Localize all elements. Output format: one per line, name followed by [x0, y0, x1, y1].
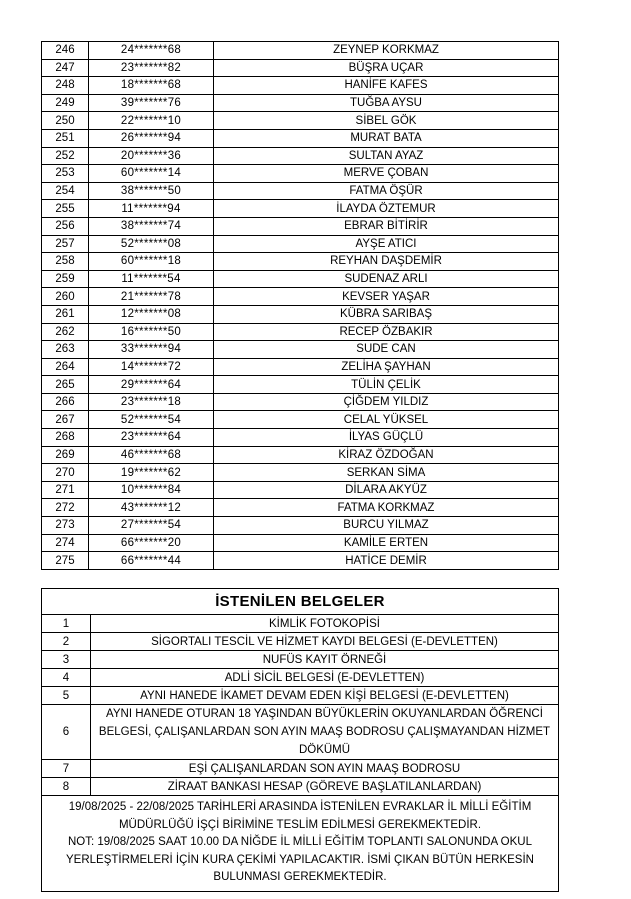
list-item — [42, 778, 559, 796]
person-name: KÜBRA SARIBAŞ — [214, 305, 559, 323]
masked-id: 52*******08 — [89, 235, 214, 253]
person-name: RECEP ÖZBAKIR — [214, 323, 559, 341]
person-name: ÇİĞDEM YILDIZ — [214, 393, 559, 411]
masked-id: 19*******62 — [89, 464, 214, 482]
document-description: ADLİ SİCİL BELGESİ (E-DEVLETTEN) — [91, 669, 559, 687]
table-row — [42, 42, 559, 60]
row-number: 254 — [42, 182, 89, 200]
person-name: SERKAN SİMA — [214, 464, 559, 482]
table-row — [42, 481, 559, 499]
person-name: KİRAZ ÖZDOĞAN — [214, 446, 559, 464]
person-name: KEVSER YAŞAR — [214, 288, 559, 306]
row-number: 259 — [42, 270, 89, 288]
row-number: 256 — [42, 217, 89, 235]
list-item — [42, 687, 559, 705]
masked-id: 12*******08 — [89, 305, 214, 323]
row-number: 263 — [42, 341, 89, 359]
documents-title: İSTENİLEN BELGELER — [42, 589, 559, 615]
row-number: 252 — [42, 147, 89, 165]
table-row — [42, 217, 559, 235]
row-number: 273 — [42, 517, 89, 535]
table-row — [42, 77, 559, 95]
table-row — [42, 411, 559, 429]
table-row — [42, 288, 559, 306]
row-number: 275 — [42, 552, 89, 570]
masked-id: 23*******64 — [89, 429, 214, 447]
table-row — [42, 182, 559, 200]
table-row — [42, 464, 559, 482]
table-row — [42, 517, 559, 535]
masked-id: 10*******84 — [89, 481, 214, 499]
masked-id: 18*******68 — [89, 77, 214, 95]
table-row — [42, 235, 559, 253]
notice-text — [42, 796, 559, 892]
row-number: 250 — [42, 112, 89, 130]
document-number: 7 — [42, 760, 91, 778]
table-row — [42, 253, 559, 271]
person-name: ZELİHA ŞAYHAN — [214, 358, 559, 376]
required-documents-table — [41, 588, 559, 892]
student-list-table — [41, 41, 559, 570]
masked-id: 20*******36 — [89, 147, 214, 165]
masked-id: 46*******68 — [89, 446, 214, 464]
document-number: 5 — [42, 687, 91, 705]
row-number: 264 — [42, 358, 89, 376]
person-name: AYŞE ATICI — [214, 235, 559, 253]
list-item — [42, 705, 559, 760]
notice-line: YERLEŞTİRMELERİ İÇİN KURA ÇEKİMİ YAPILACAKTIR. İSMİ ÇIKAN BÜTÜN HERKESİN — [66, 853, 534, 866]
row-number: 260 — [42, 288, 89, 306]
row-number: 261 — [42, 305, 89, 323]
person-name: BURCU YILMAZ — [214, 517, 559, 535]
masked-id: 43*******12 — [89, 499, 214, 517]
table-row — [42, 499, 559, 517]
person-name: MURAT BATA — [214, 129, 559, 147]
person-name: FATMA KORKMAZ — [214, 499, 559, 517]
row-number: 262 — [42, 323, 89, 341]
table-row — [42, 552, 559, 570]
document-description: NUFÜS KAYIT ÖRNEĞİ — [91, 651, 559, 669]
table-row — [42, 446, 559, 464]
person-name: HATİCE DEMİR — [214, 552, 559, 570]
table-row — [42, 358, 559, 376]
documents-title-row — [42, 589, 559, 615]
table-row — [42, 59, 559, 77]
person-name: İLYAS GÜÇLÜ — [214, 429, 559, 447]
document-number: 2 — [42, 633, 91, 651]
table-row — [42, 305, 559, 323]
table-row — [42, 165, 559, 183]
masked-id: 39*******76 — [89, 94, 214, 112]
person-name: HANİFE KAFES — [214, 77, 559, 95]
table-row — [42, 112, 559, 130]
person-name: SUDE CAN — [214, 341, 559, 359]
row-number: 266 — [42, 393, 89, 411]
table-row — [42, 376, 559, 394]
document-description: ZİRAAT BANKASI HESAP (GÖREVE BAŞLATILANLARDAN) — [91, 778, 559, 796]
person-name: CELAL YÜKSEL — [214, 411, 559, 429]
row-number: 269 — [42, 446, 89, 464]
row-number: 265 — [42, 376, 89, 394]
row-number: 268 — [42, 429, 89, 447]
person-name: REYHAN DAŞDEMİR — [214, 253, 559, 271]
person-name: SİBEL GÖK — [214, 112, 559, 130]
required-documents-body — [42, 589, 559, 892]
document-description: SİGORTALI TESCİL VE HİZMET KAYDI BELGESİ (E-DEVLETTEN) — [91, 633, 559, 651]
notice-line: 19/08/2025 - 22/08/2025 TARİHLERİ ARASINDA İSTENİLEN EVRAKLAR İL MİLLİ EĞİTİM — [68, 801, 532, 813]
row-number: 251 — [42, 129, 89, 147]
list-item — [42, 669, 559, 687]
person-name: BÜŞRA UÇAR — [214, 59, 559, 77]
row-number: 255 — [42, 200, 89, 218]
row-number: 272 — [42, 499, 89, 517]
row-number: 248 — [42, 77, 89, 95]
masked-id: 52*******54 — [89, 411, 214, 429]
masked-id: 11*******54 — [89, 270, 214, 288]
table-row — [42, 393, 559, 411]
document-number: 1 — [42, 615, 91, 633]
row-number: 270 — [42, 464, 89, 482]
person-name: FATMA ÖŞÜR — [214, 182, 559, 200]
row-number: 246 — [42, 42, 89, 60]
table-row — [42, 323, 559, 341]
row-number: 274 — [42, 534, 89, 552]
masked-id: 24*******68 — [89, 42, 214, 60]
table-row — [42, 147, 559, 165]
masked-id: 38*******74 — [89, 217, 214, 235]
masked-id: 29*******64 — [89, 376, 214, 394]
document-number: 3 — [42, 651, 91, 669]
masked-id: 27*******54 — [89, 517, 214, 535]
masked-id: 21*******78 — [89, 288, 214, 306]
table-row — [42, 270, 559, 288]
masked-id: 26*******94 — [89, 129, 214, 147]
notice-line: NOT: 19/08/2025 SAAT 10.00 DA NİĞDE İL MİLLİ EĞİTİM TOPLANTI SALONUNDA OKUL — [67, 836, 532, 848]
notice-row — [42, 796, 559, 892]
document-number: 4 — [42, 669, 91, 687]
masked-id: 66*******44 — [89, 552, 214, 570]
row-number: 258 — [42, 253, 89, 271]
masked-id: 60*******18 — [89, 253, 214, 271]
masked-id: 33*******94 — [89, 341, 214, 359]
person-name: DİLARA AKYÜZ — [214, 481, 559, 499]
row-number: 267 — [42, 411, 89, 429]
masked-id: 11*******94 — [89, 200, 214, 218]
masked-id: 14*******72 — [89, 358, 214, 376]
table-row — [42, 429, 559, 447]
row-number: 271 — [42, 481, 89, 499]
table-row — [42, 129, 559, 147]
list-item — [42, 633, 559, 651]
table-row — [42, 200, 559, 218]
masked-id: 23*******18 — [89, 393, 214, 411]
person-name: İLAYDA ÖZTEMUR — [214, 200, 559, 218]
row-number: 257 — [42, 235, 89, 253]
document-description: KİMLİK FOTOKOPİSİ — [91, 615, 559, 633]
masked-id: 23*******82 — [89, 59, 214, 77]
masked-id: 66*******20 — [89, 534, 214, 552]
row-number: 247 — [42, 59, 89, 77]
document-number: 6 — [42, 705, 91, 760]
list-item — [42, 651, 559, 669]
person-name: MERVE ÇOBAN — [214, 165, 559, 183]
person-name: ZEYNEP KORKMAZ — [214, 42, 559, 60]
person-name: SUDENAZ ARLI — [214, 270, 559, 288]
student-list-body — [42, 42, 559, 570]
document-description: EŞİ ÇALIŞANLARDAN SON AYIN MAAŞ BODROSU — [91, 760, 559, 778]
masked-id: 22*******10 — [89, 112, 214, 130]
list-item — [42, 760, 559, 778]
person-name: KAMİLE ERTEN — [214, 534, 559, 552]
person-name: EBRAR BİTİRİR — [214, 217, 559, 235]
table-row — [42, 341, 559, 359]
list-item — [42, 615, 559, 633]
document-number: 8 — [42, 778, 91, 796]
masked-id: 16*******50 — [89, 323, 214, 341]
person-name: TUĞBA AYSU — [214, 94, 559, 112]
person-name: SULTAN AYAZ — [214, 147, 559, 165]
document-description: AYNI HANEDE OTURAN 18 YAŞINDAN BÜYÜKLERİN OKUYANLARDAN ÖĞRENCİ BELGESİ, ÇALIŞANLARDAN SON AYIN MAAŞ BODROSU ÇALIŞMAYANDAN HİZMET DÖKÜMÜ — [91, 705, 559, 760]
row-number: 253 — [42, 165, 89, 183]
table-row — [42, 534, 559, 552]
masked-id: 38*******50 — [89, 182, 214, 200]
notice-line: MÜDÜRLÜĞÜ İŞÇİ BİRİMİNE TESLİM EDİLMESİ GEREKMEKTEDİR. — [118, 818, 482, 831]
table-row — [42, 94, 559, 112]
person-name: TÜLİN ÇELİK — [214, 376, 559, 394]
masked-id: 60*******14 — [89, 165, 214, 183]
row-number: 249 — [42, 94, 89, 112]
document-description: AYNI HANEDE İKAMET DEVAM EDEN KİŞİ BELGESİ (E-DEVLETTEN) — [91, 687, 559, 705]
notice-line: BULUNMASI GEREKMEKTEDİR. — [213, 871, 387, 883]
